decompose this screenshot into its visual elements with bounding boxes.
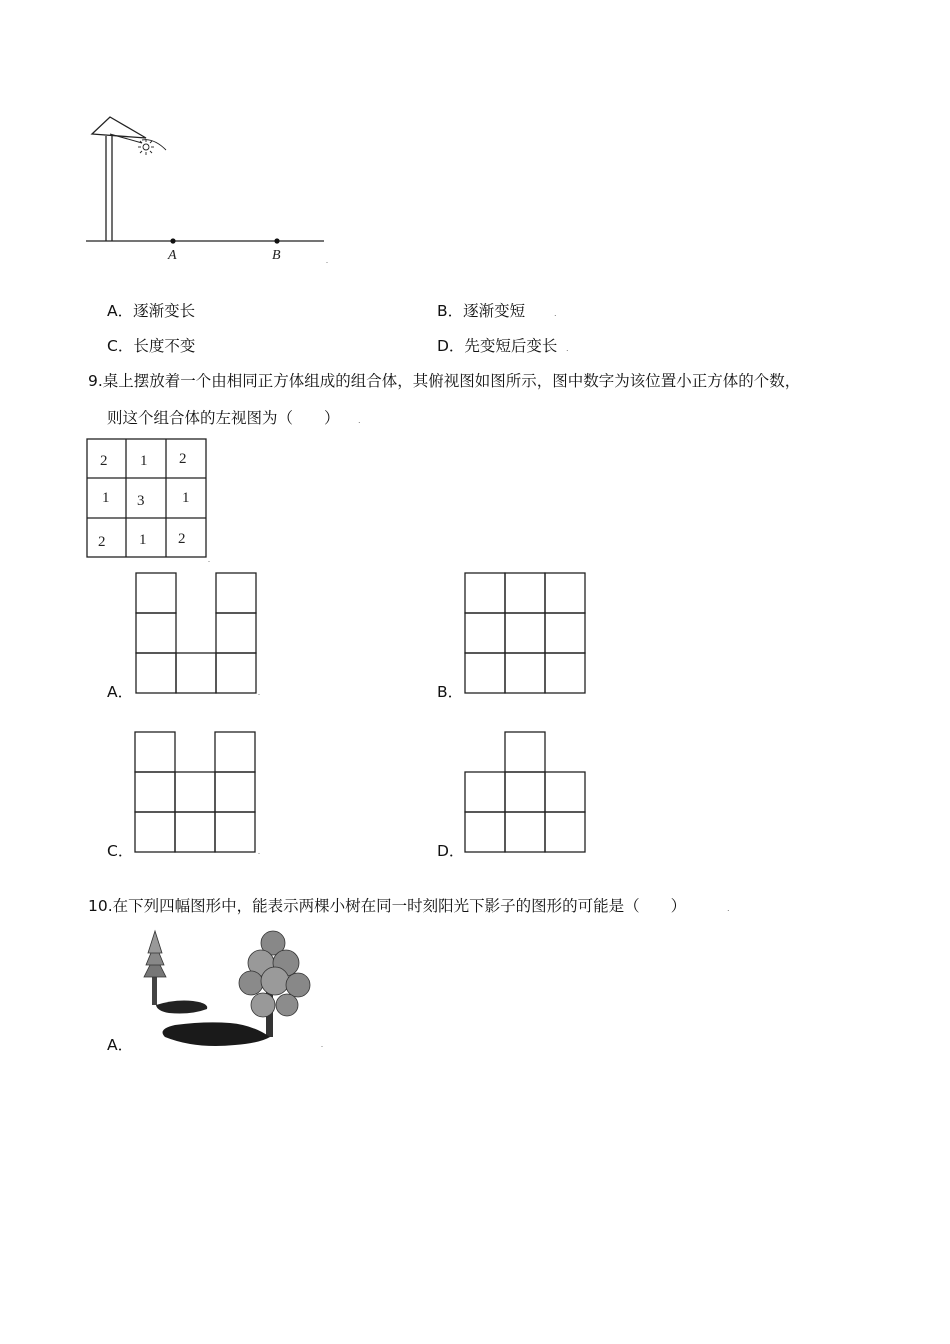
q10-option-a-label[interactable]: A． [107,1036,134,1054]
lamp-hood [92,117,146,138]
point-b-dot [274,238,279,243]
q9-stem-line1: 9.桌上摆放着一个由相同正方体组成的组合体，其俯视图如图所示，图中数字为该位置小正方体的个数， [88,372,801,390]
q9-stem-line2: 则这个组合体的左视图为（ ） [107,409,340,427]
svg-text:.: . [208,555,210,564]
grid-cell-1-2: 1 [182,490,190,506]
q8-option-c[interactable]: C．长度不变 [107,337,196,355]
q9-option-a-label[interactable]: A． [107,683,134,701]
q9-option-b-figure[interactable] [464,572,590,697]
big-tree-icon [239,931,310,1037]
grid-cell-2-0: 2 [98,534,106,550]
svg-text:.: . [258,847,260,856]
q9-option-c-figure[interactable] [134,731,264,856]
q9-option-d-figure[interactable] [464,731,590,856]
point-b-label: B [272,248,281,263]
svg-text:.: . [321,1040,323,1049]
svg-text:.: . [326,256,328,265]
q8-option-d[interactable]: D．先变短后变长 [437,337,558,355]
q9-option-c-label[interactable]: C． [107,842,134,860]
grid-cell-2-2: 2 [178,531,186,547]
grid-cell-0-0: 2 [100,453,108,469]
grid-cell-1-1: 3 [137,493,145,509]
light-bulb-icon [138,139,166,155]
grid-cell-0-2: 2 [179,451,187,467]
q9-option-a-figure[interactable] [135,572,265,697]
small-tree-shadow [156,1001,207,1014]
q8-option-a[interactable]: A．逐渐变长 [107,302,196,320]
point-a-label: A [168,248,177,263]
q9-top-view-grid [86,438,216,564]
grid-cell-0-1: 1 [140,453,148,469]
big-tree-shadow [163,1022,270,1046]
q8-option-b[interactable]: B．逐渐变短 [437,302,526,320]
grid-cell-1-0: 1 [102,490,110,506]
svg-text:.: . [258,688,260,697]
q10-option-a-figure[interactable] [135,925,330,1050]
point-a-dot [170,238,175,243]
q10-stem: 10.在下列四幅图形中，能表示两棵小树在同一时刻阳光下影子的图形的可能是（ ） [88,897,687,915]
small-tree-icon [144,931,166,1005]
grid-cell-2-1: 1 [139,532,147,548]
q9-option-b-label[interactable]: B． [437,683,464,701]
q8-lamp-figure [80,110,340,270]
q9-option-d-label[interactable]: D． [437,842,465,860]
